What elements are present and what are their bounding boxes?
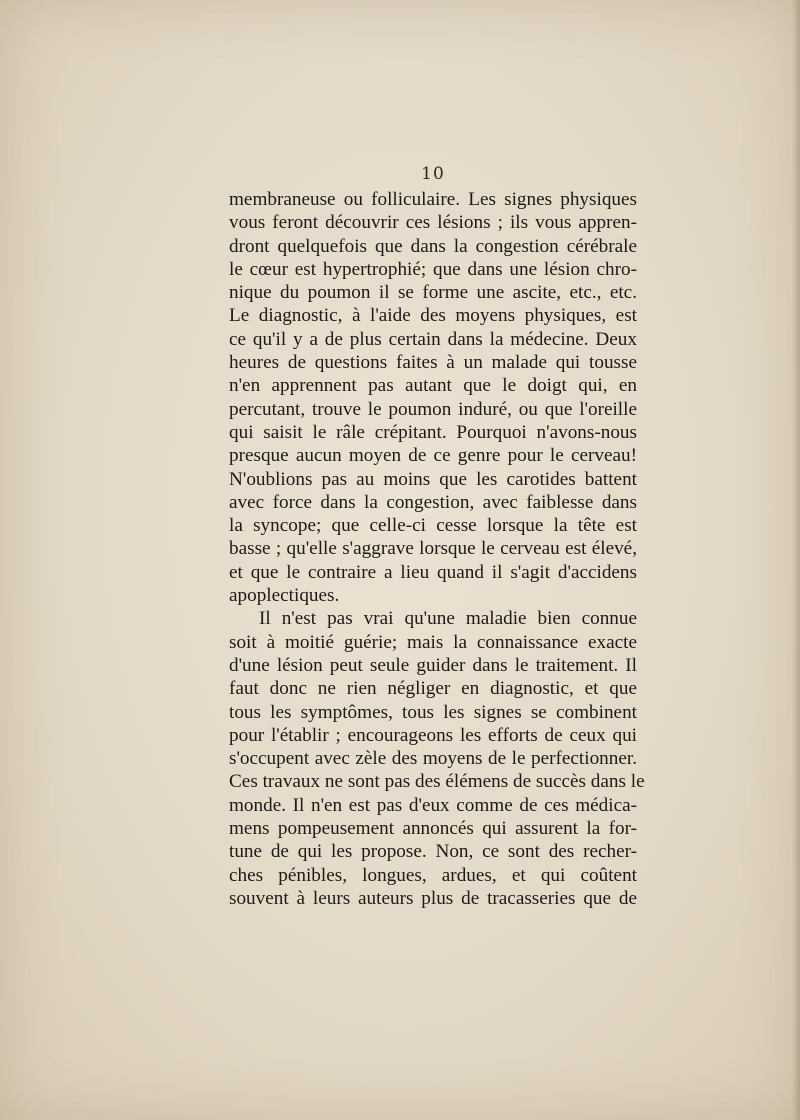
text-line: basse ; qu'elle s'aggrave lorsque le cerveau est élevé, [229, 538, 637, 560]
text-line: soit à moitié guérie; mais la connaissance exacte [229, 631, 637, 653]
text-line: nique du poumon il se forme une ascite, etc., etc. [229, 282, 637, 304]
text-line: faut donc ne rien négliger en diagnostic, et que [229, 678, 637, 700]
text-line: Ces travaux ne sont pas des élémens de succès dans le [229, 771, 645, 793]
text-line: la syncope; que celle-ci cesse lorsque la tête est [229, 515, 637, 537]
text-line: s'occupent avec zèle des moyens de le perfectionner. [229, 748, 637, 770]
text-line: ches pénibles, longues, ardues, et qui coûtent [229, 864, 637, 886]
text-line: heures de questions faites à un malade qui tousse [229, 352, 637, 374]
page-number: 10 [421, 164, 445, 184]
text-line: dront quelquefois que dans la congestion cérébrale [229, 235, 637, 257]
text-line: pour l'établir ; encourageons les efforts de ceux qui [229, 724, 637, 746]
text-line: apoplectiques. [229, 585, 340, 607]
text-line: vous feront découvrir ces lésions ; ils vous appren- [229, 212, 637, 234]
text-line: le cœur est hypertrophié; que dans une lésion chro- [229, 258, 637, 280]
body-text [229, 188, 645, 910]
text-line: souvent à leurs auteurs plus de tracasseries que de [229, 887, 637, 909]
text-line: monde. Il n'en est pas d'eux comme de ces médica- [229, 794, 637, 816]
text-line: ce qu'il y a de plus certain dans la médecine. Deux [229, 328, 637, 350]
text-line: mens pompeusement annoncés qui assurent la for- [229, 818, 637, 840]
text-line: percutant, trouve le poumon induré, ou que l'oreille [229, 398, 637, 420]
text-line: tune de qui les propose. Non, ce sont des recher- [229, 841, 637, 863]
text-line: d'une lésion peut seule guider dans le traitement. Il [229, 654, 637, 676]
text-line: tous les symptômes, tous les signes se combinent [229, 701, 637, 723]
text-line: n'en apprennent pas autant que le doigt qui, en [229, 375, 637, 397]
text-line: Le diagnostic, à l'aide des moyens physiques, est [229, 305, 637, 327]
text-line: qui saisit le râle crépitant. Pourquoi n'avons-nous [229, 421, 637, 443]
text-line: et que le contraire a lieu quand il s'agit d'accidens [229, 561, 637, 583]
text-line: presque aucun moyen de ce genre pour le cerveau! [229, 445, 637, 467]
text-line: N'oublions pas au moins que les carotides battent [229, 468, 637, 490]
text-line: avec force dans la congestion, avec faiblesse dans [229, 491, 637, 513]
text-line: membraneuse ou folliculaire. Les signes physiques [229, 189, 637, 210]
text-line: Il n'est pas vrai qu'une maladie bien connue [259, 608, 637, 630]
